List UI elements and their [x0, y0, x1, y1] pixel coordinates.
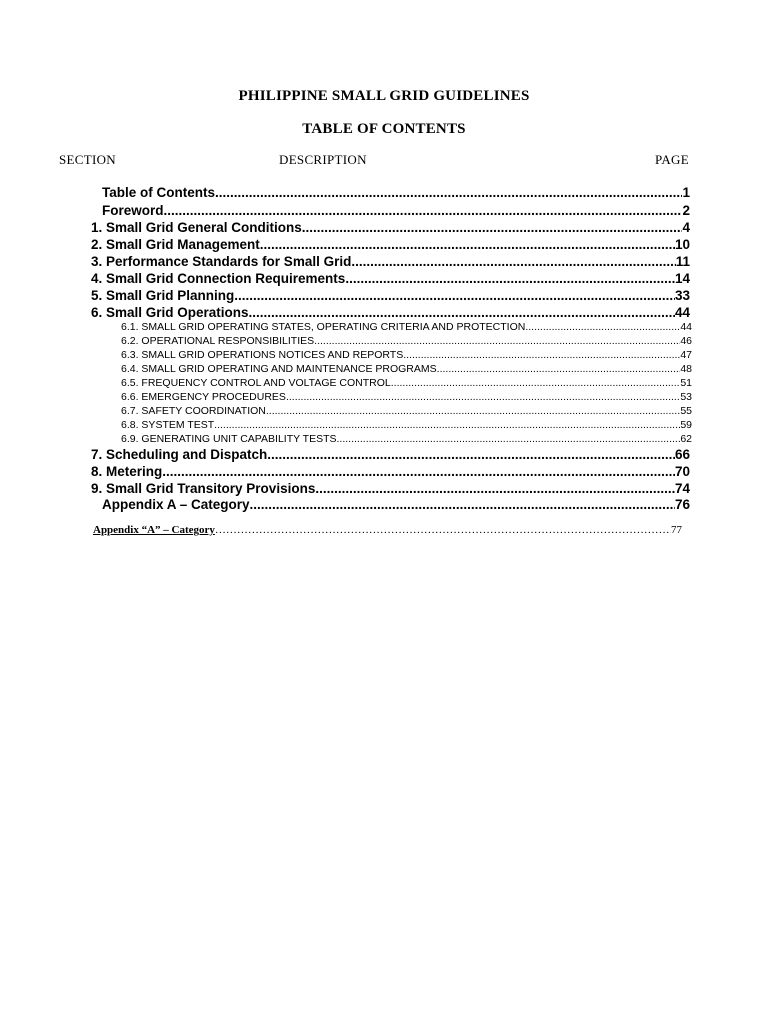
toc-entry-page: 11 — [675, 254, 690, 269]
toc-entry-label: 6.3. SMALL GRID OPERATIONS NOTICES AND REPORTS — [121, 349, 404, 361]
toc-heading: TABLE OF CONTENTS — [302, 121, 466, 137]
appendix-line-page: 77 — [671, 524, 682, 536]
toc-entry-label: 4. Small Grid Connection Requirements — [91, 271, 346, 286]
page-column-header: PAGE — [655, 152, 689, 167]
toc-entry-label: 1. Small Grid General Conditions — [91, 220, 302, 235]
toc-entry-page: 62 — [680, 433, 692, 445]
toc-subentry — [121, 320, 692, 334]
toc-dot-leader — [525, 320, 680, 334]
toc-entry-page: 47 — [680, 349, 692, 361]
toc-entry-label: 6.6. EMERGENCY PROCEDURES — [121, 391, 286, 403]
toc-dot-leader — [315, 480, 675, 497]
toc-entry-page: 46 — [680, 335, 692, 347]
document-title: PHILIPPINE SMALL GRID GUIDELINES — [238, 88, 530, 104]
toc-dot-leader — [215, 184, 682, 201]
toc-entry-page: 33 — [674, 288, 690, 303]
toc-entry-page: 55 — [680, 405, 692, 417]
toc-entry-page: 2 — [682, 203, 690, 218]
toc-entry — [102, 202, 690, 219]
toc-subentry — [121, 362, 692, 376]
toc-entry-page: 53 — [680, 391, 692, 403]
toc-subentry — [121, 376, 692, 390]
toc-dot-leader — [260, 236, 675, 253]
toc-entry-label: 2. Small Grid Management — [91, 237, 260, 252]
toc-entry-label: 6.2. OPERATIONAL RESPONSIBILITIES — [121, 335, 315, 347]
toc-subentry — [121, 418, 692, 432]
toc-entry-page: 4 — [682, 220, 690, 235]
description-column-header: DESCRIPTION — [279, 152, 367, 167]
appendix-line — [93, 524, 682, 536]
toc-entry-label: 6.4. SMALL GRID OPERATING AND MAINTENANCE PROGRAMS — [121, 363, 437, 375]
toc-dot-leader — [164, 202, 683, 219]
toc-entry-label: Foreword — [102, 203, 164, 218]
toc-dot-leader — [314, 334, 680, 348]
toc-entry — [102, 496, 690, 513]
toc-entry-page: 59 — [680, 419, 692, 431]
toc-subentry — [121, 404, 692, 418]
section-column-header: SECTION — [59, 152, 116, 167]
toc-entry-page: 48 — [680, 363, 692, 375]
toc-entry — [102, 184, 690, 201]
toc-subentry — [121, 334, 692, 348]
toc-dot-leader — [437, 362, 681, 376]
toc-entry-page: 51 — [680, 377, 692, 389]
toc-entry — [91, 304, 690, 321]
toc-entry-page: 66 — [674, 447, 690, 462]
toc-dot-leader — [214, 418, 680, 432]
appendix-line-leader — [215, 524, 671, 536]
toc-entry-label: Table of Contents — [102, 185, 215, 200]
toc-entry — [91, 480, 690, 497]
toc-dot-leader — [345, 270, 675, 287]
toc-entry-label: 7. Scheduling and Dispatch — [91, 447, 268, 462]
toc-dot-leader — [351, 253, 675, 270]
toc-entry-label: 6.9. GENERATING UNIT CAPABILITY TESTS — [121, 433, 337, 445]
toc-entry-label: 6.5. FREQUENCY CONTROL AND VOLTAGE CONTROL — [121, 377, 391, 389]
appendix-line-label: Appendix “A” – Category — [93, 524, 215, 536]
toc-subentry — [121, 390, 692, 404]
toc-dot-leader — [234, 287, 675, 304]
toc-dot-leader — [266, 404, 680, 418]
toc-entry-page: 44 — [680, 321, 692, 333]
toc-dot-leader — [162, 463, 675, 480]
toc-entry — [91, 270, 690, 287]
toc-entry-label: 6.1. SMALL GRID OPERATING STATES, OPERATING CRITERIA AND PROTECTION — [121, 321, 526, 333]
toc-entry — [91, 463, 690, 480]
toc-entry-page: 74 — [674, 481, 690, 496]
toc-entry-page: 44 — [674, 305, 690, 320]
toc-dot-leader — [267, 446, 675, 463]
toc-entry-label: 5. Small Grid Planning — [91, 288, 235, 303]
toc-entry-label: 8. Metering — [91, 464, 163, 479]
toc-dot-leader — [286, 390, 680, 404]
toc-entry-label: 6.7. SAFETY COORDINATION — [121, 405, 266, 417]
toc-entry-page: 1 — [682, 185, 690, 200]
toc-entry-label: 3. Performance Standards for Small Grid — [91, 254, 352, 269]
toc-entry-label: 6.8. SYSTEM TEST — [121, 419, 215, 431]
toc-dot-leader — [391, 376, 681, 390]
toc-entry-label: Appendix A – Category — [102, 497, 250, 512]
toc-entry-page: 70 — [674, 464, 690, 479]
toc-dot-leader — [250, 496, 675, 513]
toc-dot-leader — [403, 348, 680, 362]
toc-entry — [91, 236, 690, 253]
toc-entry-page: 10 — [674, 237, 690, 252]
toc-entry-label: 9. Small Grid Transitory Provisions — [91, 481, 316, 496]
toc-dot-leader — [249, 304, 675, 321]
toc-entry-page: 76 — [674, 497, 690, 512]
toc-entry — [91, 219, 690, 236]
toc-subentry — [121, 348, 692, 362]
toc-entry — [91, 287, 690, 304]
toc-subentry — [121, 432, 692, 446]
toc-entry — [91, 253, 690, 270]
toc-entry-label: 6. Small Grid Operations — [91, 305, 249, 320]
toc-entry — [91, 446, 690, 463]
toc-dot-leader — [302, 219, 683, 236]
toc-entry-page: 14 — [674, 271, 690, 286]
toc-dot-leader — [337, 432, 681, 446]
